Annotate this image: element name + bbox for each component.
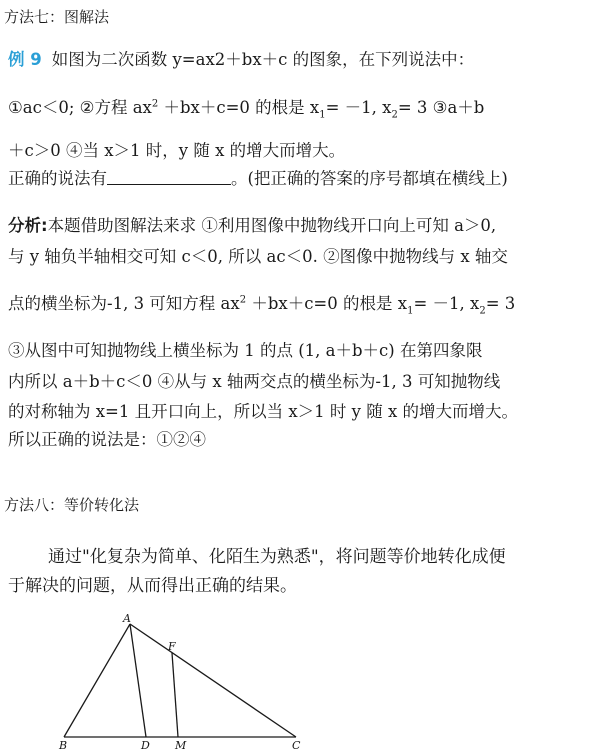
label-f: F	[168, 640, 176, 653]
analysis-line-6: 的对称轴为 x=1 且开口向上，所以当 x＞1 时 y 随 x 的增大而增大。	[8, 402, 519, 421]
subscript-1: 1	[319, 109, 326, 121]
segment-ad	[130, 624, 146, 737]
exponent: 2	[239, 294, 247, 306]
analysis-text-3c: = －1, x	[413, 294, 480, 313]
analysis-line-7: 所以正确的说法是：①②④	[8, 430, 206, 449]
analysis-line-1	[8, 212, 496, 236]
example-text-2a: ①ac＜0; ②方程 ax	[8, 98, 152, 117]
segment-fm	[172, 653, 178, 737]
analysis-line-2: 与 y 轴负半轴相交可知 c＜0, 所以 ac＜0. ②图像中抛物线与 x 轴交	[8, 247, 508, 266]
intro-line-1: 通过"化复杂为简单、化陌生为熟悉"，将问题等价地转化成便	[48, 547, 506, 567]
analysis-line-4: ③从图中可知抛物线上横坐标为 1 的点 (1, a＋b＋c) 在第四象限	[8, 341, 483, 360]
segment-ac	[130, 624, 296, 737]
label-b: B	[59, 739, 68, 752]
example-text-4b: 。(把正确的答案的序号都填在横线上)	[231, 169, 508, 188]
example-line-3: ＋c＞0 ④当 x＞1 时，y 随 x 的增大而增大。	[8, 141, 346, 160]
section8-heading: 方法八：等价转化法	[4, 496, 140, 514]
intro-line-2: 于解决的问题，从而得出正确的结果。	[8, 576, 297, 596]
analysis-text-3a: 点的横坐标为-1, 3 可知方程 ax	[8, 294, 240, 313]
example-line-1	[8, 46, 474, 70]
example-text-1: 如图为二次函数 y=ax2＋bx＋c 的图象，在下列说法中：	[51, 50, 475, 69]
example-text-2d: = 3 ③a＋b	[397, 98, 485, 117]
segment-ab	[64, 624, 130, 737]
subscript-2: 2	[479, 305, 486, 317]
example-line-4	[8, 165, 508, 189]
example-text-2b: ＋bx＋c=0 的根是 x	[158, 98, 320, 117]
example-label: 例 9	[8, 50, 42, 69]
analysis-label: 分析:	[8, 216, 48, 235]
label-d: D	[141, 739, 150, 752]
analysis-line-5: 内所以 a＋b＋c＜0 ④从与 x 轴两交点的横坐标为-1, 3 可知抛物线	[8, 372, 501, 391]
analysis-text-3d: = 3	[485, 294, 516, 313]
subscript-1: 1	[407, 305, 414, 317]
answer-blank[interactable]	[107, 170, 231, 185]
example-text-4a: 正确的说法有	[8, 169, 107, 188]
analysis-text-1: 本题借助图解法来求 ①利用图像中抛物线开口向上可知 a＞0,	[47, 216, 497, 235]
triangle-figure	[0, 605, 612, 753]
subscript-2: 2	[391, 109, 398, 121]
section7-heading: 方法七：图解法	[4, 8, 110, 26]
example-line-2	[8, 94, 484, 120]
analysis-text-3b: ＋bx＋c=0 的根是 x	[246, 294, 408, 313]
label-m: M	[175, 739, 187, 752]
label-a: A	[123, 612, 131, 625]
exponent: 2	[151, 98, 159, 110]
label-c: C	[292, 739, 301, 752]
example-text-2c: = －1, x	[325, 98, 392, 117]
analysis-line-3	[8, 290, 515, 316]
